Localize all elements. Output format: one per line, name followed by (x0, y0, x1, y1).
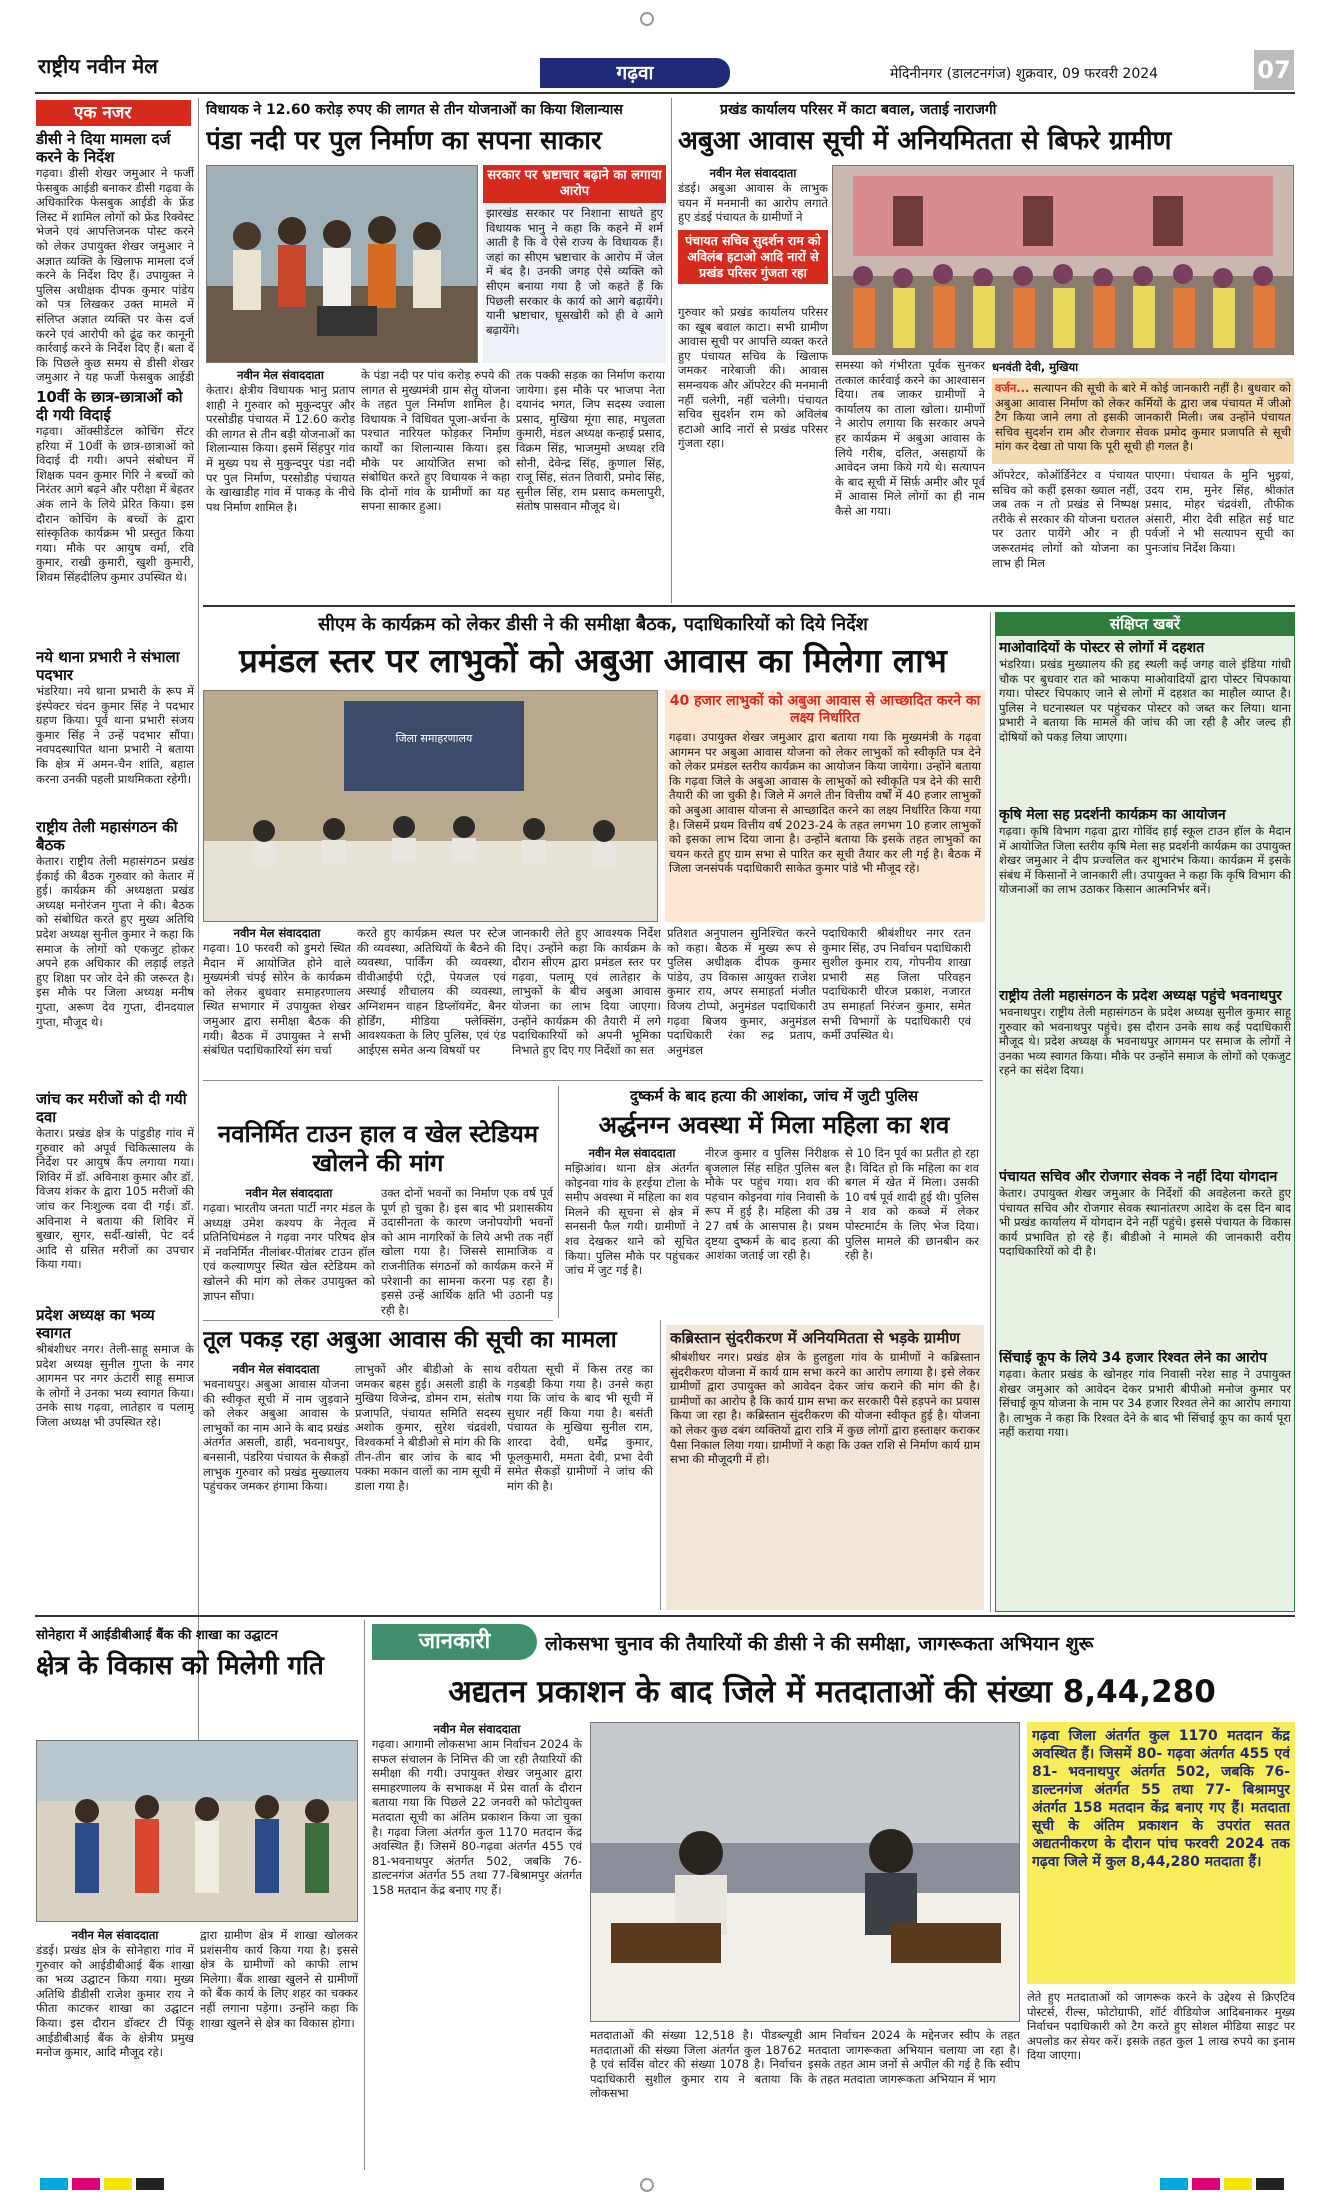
townhall-headline: नवनिर्मित टाउन हाल व खेल स्टेडियम खोलने की मांग (217, 1120, 539, 1177)
abua-photo (832, 165, 1294, 355)
panda-headline: पंडा नदी पर पुल निर्माण का सपना साकार (206, 126, 602, 156)
murder-headline: अर्द्धनग्न अवस्था में मिला महिला का शव (598, 1111, 950, 1139)
brief-4-headline: राष्ट्रीय तेली महासंगठन की बैठक (36, 818, 178, 854)
abua-kicker: प्रखंड कार्यालय परिसर में काटा बवाल, जताई नाराजगी (720, 102, 997, 118)
dateline: मेदिनीनगर (डालटनगंज) शुक्रवार, 09 फरवरी 2024 (890, 66, 1159, 82)
panda-sidebox (483, 165, 666, 363)
brief-2-body: गढ़वा। ऑक्सीडेंटल कोचिंग सेंटर हरिया में 10वीं के छात्र-छात्राओं को विदाई दी गयी। अपने संबोधन में शिक्षक पवन कुमार गिरि ने बच्चों को निरंतर आगे बढ़ने और परीक्षा में बेहतर अंक लाने के लिये प्रेरित किया। इस दौरान कोचिंग के बच्चों के द्वारा सांस्कृतिक कार्यक्रम भी प्रस्तुत किया गया। मौके पर आयुष वर्मा, रवि कुमार, राखी कुमारी, खुशी कुमारी, शिवम सिंहदीलिप कुमार उपस्थित थे। (36, 424, 194, 584)
abualist-byline: नवीन मेल संवाददाता (232, 1362, 320, 1376)
section-banner: गढ़वा (540, 58, 730, 88)
brief-2-headline: 10वीं के छात्र-छात्राओं को दी गयी विदाई (36, 388, 183, 424)
brief-5-body: केतार। प्रखंड क्षेत्र के पांडुडीह गांव में गुरुवार को अपूर्व चिकित्सालय के निर्देश पर आयुष कैंप लगाया गया। शिविर में डॉ. अविनाश कुमार और डॉ. विजय शंकर के द्वारा 105 मरीजों की जांच कर निःशुल्क दवा दी गई। डॉ. अविनाश ने बताया की शिविर में बुखार, सुगर, सर्दी-खांसी, पेट दर्द आदि से ग्रसित मरीजों का उपचार किया गया। (36, 1126, 194, 1272)
pramandal-photo (203, 690, 658, 922)
abua-body-2: गुरुवार को प्रखंड कार्यालय परिसर का खूब बवाल काटा। सभी ग्रामीण आवास सूची पर आपत्ति व्यक्त करते हुए पंचायत सचिव के खिलाफ जमकर नारेबाजी की। आवास समन्वयक और ऑपरेटर की मनमानी नहीं चलेगी, नहीं चलेगी। पंचायत सचिव सुदर्शन राम को अविलंब हटाओ आदि नारों से प्रखंड परिसर गुंजता रहा। (678, 305, 828, 451)
abua-caption: धनवंती देवी, मुखिया (992, 360, 1079, 374)
pramandal-body-5: पदाधिकारी श्रीबंशीधर नगर रतन कुमार सिंह, उप निर्वाचन पदाधिकारी सुशील कुमार राय, गोपनीय शाखा प्रभारी सह जिला परिवहन पदाधिकारी धीरज प्रकाश, नजारत उप समाहर्ता निरंजन कुमार, समेत सभी विभागों के पदाधिकारी एवं कर्मी उपस्थित थे। (822, 926, 971, 1043)
abua-quote-head: वर्जन... (995, 381, 1030, 395)
brief-1-body: गढ़वा। डीसी शेखर जमुआर ने फर्जी फेसबुक आईडी बनाकर डीसी गढ़वा के अधिकारिक फेसबुक आईडी के फ्रेंड लिस्ट में शामिल लोगों को फ्रेंड रिक्वेस्ट भेजने एवं आपत्तिजनक पोस्ट करने को लेकर उपायुक्त शेखर जमुआर ने अज्ञात व्यक्ति के खिलाफ मामला दर्ज करने के निर्देश दिए हैं। उपायुक्त ने पुलिस अधीक्षक दीपक कुमार पांडेय को पत्र लिखकर उक्त मामले में संलिप्त अज्ञात व्यक्ति पर केस दर्ज करने एवं आरोपी को ढूंढ कर कानूनी कार्रवाई करने के निर्देश दिए हैं। बता दें कि पिछले कुछ समय से डीसी शेखर जमुआर ने यह फर्जी फेसबुक आईडी (36, 166, 194, 384)
color-bar-icon (40, 2178, 68, 2190)
brief-3-body: भंडरिया। नये थाना प्रभारी के रूप में इंस्पेक्टर चंदन कुमार सिंह ने पदभार ग्रहण किया। पूर्व थाना प्रभारी संजय कुमार सिंह ने उन्हें पदभार सौंपा। नवपदस्थापित थाना प्रभारी ने बताया कि क्षेत्र में अमन-चैन शांति, बहाल करना उनकी पहली प्राथमिकता रहेगी। (36, 684, 194, 786)
samkshipt-1-headline: माओवादियों के पोस्टर से लोगों में दहशत (999, 640, 1205, 656)
masthead: राष्ट्रीय नवीन मेल (38, 54, 158, 78)
abua-byline: नवीन मेल संवाददाता (709, 166, 797, 180)
samkshipt-2-headline: कृषि मेला सह प्रदर्शनी कार्यक्रम का आयोजन (999, 807, 1226, 823)
jankari-yellow-text: गढ़वा जिला अंतर्गत कुल 1170 मतदान केंद्र अवस्थित हैं। जिसमें 80- गढ़वा अंतर्गत 455 एवं 81- भवनाथपुर अंतर्गत 502, जबकि 76- डाल्टनगंज अंतर्गत 55 तथा 77- बिश्रामपुर अंतर्गत 158 मतदान केंद्र बनाए गए हैं। मतदाता सूची के अंतिम प्रकाशन के उपरांत सतत अद्यतनीकरण के दौरान पांच फरवरी 2024 तक गढ़वा जिले में कुल 8,44,280 मतदाता हैं। (1032, 1728, 1290, 1870)
samkshipt-4-headline: पंचायत सचिव और रोजगार सेवक ने नहीं दिया योगदान (999, 1169, 1278, 1185)
pramandal-kicker: सीएम के कार्यक्रम को लेकर डीसी ने की समीक्षा बैठक, पदाधिकारियों को दिये निर्देश (318, 614, 868, 635)
pramandal-box (665, 690, 985, 922)
abualist-body-2: लाभुकों और बीडीओ के साथ जमकर बहस हुई। असली डाही के मुखिया विजेन्द्र, डोमन राम, संतोष प्रजापति, पंचायत समिति सदस्य अशोक कुमार, सुरेश चंद्रवंशी, विश्वकर्मा ने बीडीओ से मांग की कि तीन-तीन बार जांच के बाद भी पक्का मकान वालों का नाम सूची में डाला गया है। (355, 1362, 501, 1493)
murder-body-3: से 10 दिन पूर्व का प्रतीत हो रहा है। विदित हो कि महिला का शव बगल में खेत में मिला। उसकी 10 वर्ष पूर्व शादी हुई थी। पुलिस ने शव को कब्जे में लेकर पोस्टमार्टम के लिए भेज दिया। पुलिस मामले की छानबीन कर रही है। (845, 1146, 979, 1263)
panda-body-1: केतार। क्षेत्रीय विधायक भानु प्रताप शाही ने गुरुवार को मुकुन्दपुर और परसोडीह पंचायत में 12.60 करोड़ की लागत से तीन बड़ी योजनाओं का शिलान्यास किया। इसमें सिंहपुर गांव में मुख्य पथ से मुकुन्दपुर पंडा नदी पर पुल निर्माण, परसोडीह पंचायत के खाखाडीह गांव में पाकड़ के नीचे पथ निर्माण शामिल है। (206, 383, 355, 514)
pramandal-byline: नवीन मेल संवाददाता (233, 926, 321, 940)
sonhara-headline: क्षेत्र के विकास को मिलेगी गति (36, 1651, 324, 1681)
color-bar-icon (1224, 2178, 1252, 2190)
sonhara-byline: नवीन मेल संवाददाता (71, 1928, 159, 1942)
kabristan-headline: कब्रिस्तान सुंदरीकरण में अनियमितता से भड़के ग्रामीण (670, 1329, 960, 1347)
brief-6-body: श्रीबंशीधर नगर। तेली-साहू समाज के प्रदेश अध्यक्ष सुनील गुप्ता के नगर आगमन पर नगर ऊंटारी साहू समाज के लोगों ने उनका भव्य स्वागत किया। उनके साथ गढ़वा, लातेहार व पलामू जिला अध्यक्ष भी उपस्थित रहे। (36, 1342, 194, 1429)
townhall-byline: नवीन मेल संवाददाता (245, 1186, 333, 1200)
registration-mark-icon (640, 2178, 654, 2192)
color-bar-icon (104, 2178, 132, 2190)
townhall-body-2: उक्त दोनों भवनों का निर्माण एक वर्ष पूर्व पूर्ण हो चुका है। इस बाद भी प्रशासकीय उदासीनता के कारण जनोपयोगी भवनों को आम नागरिकों के लिये अभी तक नहीं खोला गया है। जिससे सामाजिक व राजनीतिक संगठनों को कार्यक्रम करने में परेशानी का सामना करना पड़ रहा है। इससे उन्हें आर्थिक क्षति भी उठानी पड़ रही है। (381, 1186, 553, 1316)
pramandal-body-3: जानकारी लेते हुए आवश्यक निर्देश दिए। उन्होंने कहा कि कार्यक्रम के दौरान सीएम द्वारा प्रमंडल स्तर पर गढ़वा, पलामू एवं लातेहार के लाभुकों के बीच अबुआ आवास योजना का लाभ दिया जाएगा। उन्होंने कार्यक्रम की तैयारी में लगे पदाधिकारियों को अपनी भूमिका निभाते हुए दिए गए निर्देशों का सत (512, 926, 661, 1057)
kabristan-body: श्रीबंशीधर नगर। प्रखंड क्षेत्र के हुलहुला गांव के ग्रामीणों ने कब्रिस्तान सुंदरीकरण योजना में कार्य ग्राम सभा करने का आरोप लगाया है। इसे लेकर ग्रामीणों द्वारा उपायुक्त को आवेदन देकर जांच कराने की मांग की है। ग्रामीणों का आरोप है कि कार्य ग्राम सभा कर सरकारी पैसे हड़पने का प्रयास किया जा रहा है। कब्रिस्तान सुंदरीकरण की योजना स्वीकृत हुई है। योजना को लेकर कुछ दबंग व्यक्तियों द्वारा रात्रि में कुछ लोगों द्वारा हस्ताक्षर कराकर पैसा निकाल लिया गया। ग्रामीणों ने कहा कि उक्त राशि से निर्माण कार्य ग्राम सभा की मौजूदगी में हो। (670, 1350, 980, 1467)
brief-5-headline: जांच कर मरीजों को दी गयी दवा (36, 1090, 187, 1126)
jankari-body-3: आम निर्वाचन 2024 के मद्देनजर स्वीप के तहत मतदाता जागरूकता अभियान चलाया जा रहा है। इसके तहत आम जनों से अपील की गई है कि स्वीप के तहत मतदाता जागरूकता अभियान में भाग (808, 2028, 1020, 2086)
pramandal-headline: प्रमंडल स्तर पर लाभुकों को अबुआ आवास का मिलेगा लाभ (239, 641, 947, 680)
sonhara-photo (36, 1740, 358, 1922)
murder-kicker: दुष्कर्म के बाद हत्या की आशंका, जांच में जुटी पुलिस (629, 1087, 919, 1105)
ek-nazar-label: एक नजर (36, 100, 191, 126)
brief-3-headline: नये थाना प्रभारी ने संभाला पदभार (36, 648, 180, 684)
jankari-label: जानकारी (372, 1624, 537, 1660)
abualist-headline: तूल पकड़ रहा अबुआ आवास की सूची का मामला (203, 1327, 617, 1353)
jankari-kicker: लोकसभा चुनाव की तैयारियों की डीसी ने की समीक्षा, जागरूकता अभियान शुरू (545, 1633, 1094, 1655)
color-bar-icon (1192, 2178, 1220, 2190)
sonhara-kicker: सोनेहारा में आईडीबीआई बैंक की शाखा का उद्घाटन (36, 1628, 278, 1643)
abualist-body-1: भवनाथपुर। अबुआ आवास योजना की स्वीकृत सूची में नाम जुड़वाने को लेकर अबुआ आवास के लाभुकों का नाम आने के बाद प्रखंड अंतर्गत असली, डाही, भवनाथपुर, बनसानी, पंडरिया पंचायत के सैकड़ों लाभुक गुरुवार को प्रखंड मुख्यालय पहुंचकर जमकर हंगामा किया। (203, 1377, 349, 1494)
sonhara-body-1: डंडई। प्रखंड क्षेत्र के सोनेहारा गांव में गुरुवार को आईडीबीआई बैंक शाखा का भव्य उद्घाटन किया गया। मुख्य अतिथि डीडीसी राजेश कुमार राय ने फीता काटकर शाखा का उद्घाटन किया। इस दौरान डॉक्टर टी पिंकू आईडीबीआई बैंक के क्षेत्रीय प्रमुख मनोज कुमार, आदि मौजूद रहे। (36, 1943, 194, 2060)
pramandal-box-body: गढ़वा। उपायुक्त शेखर जमुआर द्वारा बताया गया कि मुख्यमंत्री के गढ़वा आगमन पर अबुआ आवास योजना को लेकर लाभुकों को स्वीकृति पत्र देने को लेकर प्रमंडल स्तरीय कार्यक्रम का आयोजन किया जायेगा। उन्होंने बताया कि गढ़वा जिले के अबुआ आवास के लाभुकों को स्वीकृति पत्र देने की सारी तैयारी की जा चुकी है। जिले में अगले तीन वित्तीय वर्षों में 40 हजार लाभुकों को अबुआ आवास योजना से आच्छादित करने का लक्ष्य निर्धारित किया गया है। जिसमें प्रथम वित्तीय वर्ष 2023-24 के तहत लगभग 10 हजार लाभुकों को इसका लाभ दिया जाना है। उन्होंने बताया कि इसके तहत लाभुकों का चयन करते हुए ग्राम सभा से पारित कर सूची तैयार कर ली गई है। बैठक में जिला जनसंपर्क पदाधिकारी साकेत कुमार पांडे भी मौजूद रहे। (669, 730, 981, 876)
registration-mark-icon (640, 12, 654, 26)
jankari-byline: नवीन मेल संवाददाता (433, 1722, 521, 1736)
panda-kicker: विधायक ने 12.60 करोड़ रुपए की लागत से तीन योजनाओं का किया शिलान्यास (206, 102, 623, 118)
jankari-body-2: मतदाताओं की संख्या 12,518 है। पीडब्ल्यूडी मतदाताओं की संख्या जिला अंतर्गत कुल 18762 है एवं सर्विस वोटर की संख्या 1078 है। निर्वाचन पदाधिकारी सुशील कुमार राय ने बताया कि लोकसभा (590, 2028, 802, 2101)
color-bar-icon (1256, 2178, 1284, 2190)
jankari-headline: अद्यतन प्रकाशन के बाद जिले में मतदाताओं की संख्या 8,44,280 (448, 1674, 1216, 1710)
sonhara-body-2: द्वारा ग्रामीण क्षेत्र में शाखा खोलकर प्रशंसनीय कार्य किया गया है। इससे क्षेत्र के ग्रामीणों को काफी लाभ मिलेगा। बैंक शाखा खुलने से ग्रामीणों को बैंक कार्य के लिए शहर का चक्कर नहीं लगाना पड़ेगा। उन्होंने कहा कि शाखा खुलने से क्षेत्र का विकास होगा। (200, 1928, 358, 2030)
panda-byline: नवीन मेल संवाददाता (237, 368, 324, 382)
abua-body-1: डंडई। अबुआ आवास के लाभुक चयन में मनमानी का आरोप लगाते हुए डंडई पंचायत के ग्रामीणों ने (678, 181, 828, 225)
panda-body-3: तक पक्की सड़क का निर्माण कराया जायेगा। इस मौके पर भाजपा नेता दयानंद भगत, जिप सदस्य ज्वाला प्रसाद, मुखिया मूंगा साह, मधुलता कुमारी, मंडल अध्यक्ष कन्हाई प्रसाद, विक्रम सिंह, भाजमुमो अध्यक्ष रवि सोनी, देवेन्द्र सिंह, कुणाल सिंह, राजू सिंह, संतन तिवारी, प्रमोद सिंह, सुनील सिंह, राम प्रसाद कमलापुरी, संतोष पासवान मौजूद थे। (516, 368, 665, 514)
kabristan-box (666, 1325, 984, 1610)
townhall-body-1: गढ़वा। भारतीय जनता पार्टी नगर मंडल के अध्यक्ष उमेश कश्यप के नेतृत्व में प्रतिनिधिमंडल ने गढ़वा नगर परिषद क्षेत्र में नवनिर्मित नीलांबर-पीतांबर टाउन हॉल एवं कल्याणपुर स्थित खेल स्टेडियम को खोलने की मांग को लेकर उपायुक्त को ज्ञापन सौंपा। (203, 1201, 375, 1303)
abua-quote-box (992, 378, 1294, 464)
brief-4-body: केतार। राष्ट्रीय तेली महासंगठन प्रखंड ईकाई की बैठक गुरुवार को केतार में हुई। कार्यक्रम की अध्यक्षता प्रखंड अध्यक्ष मनोरंजन गुप्ता ने की। बैठक को संबोधित करते हुए मुख्य अतिथि प्रदेश अध्यक्ष सुनील कुमार ने कहा कि समाज के लोगों को एकजुट होकर अपने हक अधिकार की लड़ाई लड़ते हुए शिक्षा पर जोर देने की जरूरत है। इस मौके पर जिला अध्यक्ष मनीष गुप्ता, अरूण देव गुप्ता, दीनदयाल गुप्ता, मौजूद थे। (36, 854, 194, 1029)
samkshipt-3-body: भवनाथपुर। राष्ट्रीय तेली महासंगठन के प्रदेश अध्यक्ष सुनील कुमार साहू गुरुवार को भवनाथपुर पहुंचे। इस दौरान उनके साथ कई पदाधिकारी मौजूद थे। प्रदेश अध्यक्ष के भवनाथपुर आगमन पर समाज के लोगों ने उनका भव्य स्वागत किया। मौके पर उन्होंने समाज के लोगों को एकजुट रहने का संदेश दिया। (999, 1005, 1291, 1078)
jankari-yellow-box (1027, 1722, 1295, 1984)
murder-body-1: मझिआंव। थाना क्षेत्र अंतर्गत कोइनवा गांव के हरईया टोला के समीप अवस्था में महिला का शव मिलने की सूचना से क्षेत्र में सनसनी फैल गयी। ग्रामीणों ने शव देखकर थाने को सूचित किया। पुलिस मौके पर पहुंचकर जांच में जुट गई है। (565, 1161, 699, 1278)
panda-sidebox-body: झारखंड सरकार पर निशाना साधते हुए विधायक भानु ने कहा कि कहने में शर्म आती है कि वे ऐसे राज्य के विधायक हैं। जहां का सीएम भ्रष्टाचार के आरोप में जेल में बंद है। उनकी जगह ऐसे व्यक्ति को सीएम बनाया गया है जो कहते हैं कि पिछली सरकार के कार्य को आगे बढ़ायेंगे। यानी भ्रष्टाचार, घूसखोरी को ही वे आगे बढ़ायेंगे। (486, 206, 663, 337)
abua-quote-body: सत्यापन की सूची के बारे में कोई जानकारी नहीं है। बुधवार को अबुआ आवास निर्माण को लेकर कर्मियों के द्वारा जब पंचायत में जीओ टैग किया जाने लगा तो इसकी जानकारी मिली। जब उन्होंने पंचायत सचिव सुदर्शन राम और रोजगार सेवक प्रमोद कुमार प्रजापति से सूची मांग कर देखा तो पाया कि पूरी सूची ही गलत है। (995, 381, 1291, 454)
color-bar-icon (136, 2178, 164, 2190)
pramandal-body-2: करते हुए कार्यक्रम स्थल पर स्टेज की व्यवस्था, अतिथियों के बैठने की व्यवस्था, पार्किंग की व्यवस्था, वीवीआईपी एंट्री, पेयजल एवं अस्थाई शौचालय की व्यवस्था, अग्निशमन वाहन डिप्लॉयमेंट, बैनर होर्डिंग, मीडिया फ्लेक्सिंग, आवश्यकता के लिए पुलिस, एवं एंड आईएस समेत अन्य विषयों पर (357, 926, 506, 1057)
abua-callout: पंचायत सचिव सुदर्शन राम को अविलंब हटाओ आदि नारों से प्रखंड परिसर गुंजता रहा (678, 230, 828, 284)
abua-body-3: समस्या को गंभीरता पूर्वक सुनकर तत्काल कार्रवाई करने का आश्वासन दिया। तब जाकर ग्रामीणों ने कार्यालय का ताला खोला। ग्रामीणों ने आरोप लगाया कि सरकार अपने हर कार्यक्रम में अबुआ आवास के लिये गरीब, दलित, असहायों के आवेदन जमा किये गये थे। सत्यापन के बाद सूची में सिर्फ़ अमीर और पूर्व में आवास मिले लोगों का ही नाम कैसे आ गया। (835, 358, 985, 518)
panda-photo (206, 165, 478, 363)
jankari-body-1: गढ़वा। आगामी लोकसभा आम निर्वाचन 2024 के सफल संचालन के निमित्त की जा रही तैयारियों की समीक्षा की गयी। उपायुक्त शेखर जमुआर द्वारा समाहरणालय के सभाकक्ष में प्रेस वार्ता के दौरान बताया गया कि पिछले 22 जनवरी को फोटोयुक्त मतदाता सूची का अंतिम प्रकाशन किया जा चुका है। गढ़वा जिला अंतर्गत कुल 1170 मतदान केंद्र अवस्थित हैं। जिसमें 80-गढ़वा अंतर्गत 455 एवं 81-भवनाथपुर अंतर्गत 502, जबकि 76-डाल्टनगंज अंतर्गत 55 तथा 77-बिश्रामपुर अंतर्गत 158 मतदान केंद्र बनाए गए हैं। (372, 1737, 582, 1897)
abualist-body-3: वरीयता सूची में किस तरह का गड़बड़ी किया गया है। उनसे कहा गया कि जांच के बाद भी सूची में सुधार नहीं किया गया है। बसंती पंचायत के मुखिया सुनील राम, शारदा देवी, धर्मेंद्र कुमार, फूलकुमारी, ममता देवी, प्रभा देवी समेत सैकड़ों ग्रामीणों ने जांच की मांग की है। (507, 1362, 653, 1493)
brief-1-headline: डीसी ने दिया मामला दर्ज करने के निर्देश (36, 130, 171, 166)
abua-body-4: ऑपरेटर, कोऑर्डिनेटर व पंचायत सचिव को कहीं इसका ख्याल नहीं, जब तक न तो प्रखंड से निष्पक्ष तरीके से सरकार की योजना धरातल पर उतार पायेंगे और न ही जरूरतमंद लोगों को योजना का लाभ ही मिल (992, 468, 1139, 570)
murder-byline: नवीन मेल संवाददाता (588, 1146, 676, 1160)
samkshipt-2-body: गढ़वा। कृषि विभाग गढ़वा द्वारा गोविंद हाई स्कूल टाउन हॉल के मैदान में आयोजित जिला स्तरीय कृषि मेला सह प्रदर्शनी कार्यक्रम का उपायुक्त शेखर जमुआर ने दीप प्रज्वलित कर शुभारंभ किया। कार्यक्रम में इसके संबंध में किसानों ने जानकारी ली। उपायुक्त ने कहा कि कृषि विभाग की योजनाओं का लाभ उठाकर किसान आत्मनिर्भर बनें। (999, 824, 1291, 897)
panda-sidebox-head: सरकार पर भ्रष्टाचार बढ़ाने का लगाया आरोप (483, 165, 666, 203)
samkshipt-3-headline: राष्ट्रीय तेली महासंगठन के प्रदेश अध्यक्ष पहुंचे भवनाथपुर (999, 988, 1282, 1004)
abua-body-5: पाएगा। पंचायत के मुनि भुइयां, उदय राम, मुनेर सिंह, श्रीकांत प्रसाद, मोहर चंद्रवंशी, तौफीक अंसारी, मीरा देवी सहित सई घाट पर्वजों ने भी सत्यापन सूची का पुनःजांच निर्देश किया। (1145, 468, 1294, 555)
pramandal-body-1: गढ़वा। 10 फरवरी को डुमरो स्थित मैदान में आयोजित होने वाले मुख्यमंत्री चंपई सोरेन के कार्यक्रम को लेकर बुधवार समाहरणालय स्थित सभागार में उपायुक्त शेखर जमुआर द्वारा समीक्षा बैठक की गयी। बैठक में उपायुक्त ने सभी संबंधित पदाधिकारियों संग चर्चा (203, 941, 351, 1058)
pramandal-photo-label: जिला समाहरणालय (395, 732, 473, 745)
pramandal-body-4: प्रतिशत अनुपालन सुनिश्चित करने को कहा। बैठक में मुख्य रूप से पुलिस अधीक्षक दीपक कुमार पांडेय, उप विकास आयुक्त राजेश कुमार राय, अपर समाहर्ता मंजीत विजय टोप्पो, अनुमंडल पदाधिकारी गढ़वा बिजय कुमार, अनुमंडल पदाधिकारी रंका रुद्र प्रताप, अनुमंडल (667, 926, 816, 1057)
abua-headline: अबुआ आवास सूची में अनियमितता से बिफरे ग्रामीण (678, 126, 1172, 156)
samkshipt-4-body: केतार। उपायुक्त शेखर जमुआर के निर्देशों की अवहेलना करते हुए पंचायत सचिव और रोजगार सेवक स्थानांतरण आदेश के दस दिन बाद भी प्रखंड कार्यालय में योगदान देने नहीं पहुंचे। इससे पंचायत के विकास कार्य प्रभावित हो रहे हैं। बीडीओ ने मामले की जानकारी वरीय पदाधिकारियों को दी है। (999, 1186, 1291, 1259)
samkshipt-header: संक्षिप्त खबरें (995, 612, 1295, 636)
jankari-photo (590, 1722, 1020, 2022)
page-number: 07 (1254, 50, 1294, 90)
jankari-body-4: लेते हुए मतदाताओं को जागरूक करने के उद्देश्य से क्रिएटिव पोस्टर्स, रील्स, फोटोग्राफी, शॉर्ट वीडियोज आदिबनाकर मुख्य निर्वाचन पदाधिकारी को टैग करते हुए सोशल मीडिया साइट पर अपलोड कर सेयर करें। इसके तहत कुल 1 लाख रुपये का इनाम दिया जाएगा। (1027, 1990, 1295, 2063)
color-bar-icon (1160, 2178, 1188, 2190)
color-bar-icon (72, 2178, 100, 2190)
samkshipt-1-body: भंडरिया। प्रखंड मुख्यालय की हद्द स्थली कई जगह वाले इंडिया गांधी चौक पर बुधवार रात को भाकपा माओवादियों द्वारा पोस्टर चिपकाया गया। पोस्टर चिपकाए जाने से लोगों में दहशत का माहौल व्याप्त है। पुलिस ने घटनास्थल पर पहुंचकर पोस्टर को जब्त कर लिया। थाना प्रभारी ने बताया कि मामले की जांच की जा रही है और जल्द ही दोषियों को पकड़ लिया जाएगा। (999, 657, 1291, 744)
pramandal-box-head: 40 हजार लाभुकों को अबुआ आवास से आच्छादित करने का लक्ष्य निर्धारित (665, 690, 985, 730)
samkshipt-5-body: गढ़वा। केतार प्रखंड के खोनहर गांव निवासी नरेश साह ने उपायुक्त शेखर जमुआर को आवेदन देकर प्रभारी बीपीओ मनोज कुमार पर सिंचाई कूप योजना के नाम पर 34 हजार रिश्वत लेने का आरोप लगाया है। लाभुक ने कहा कि रिश्वत देने के बाद भी सिंचाई कूप का कार्य पूरा नहीं कराया गया। (999, 1367, 1291, 1440)
samkshipt-5-headline: सिंचाई कूप के लिये 34 हजार रिश्वत लेने का आरोप (999, 1350, 1268, 1366)
brief-6-headline: प्रदेश अध्यक्ष का भव्य स्वागत (36, 1306, 155, 1342)
murder-body-2: नीरज कुमार व पुलिस निरीक्षक बृजलाल सिंह सहित पुलिस बल मौके पर पहुंच गया। शव की पहचान कोइनवा गांव निवासी के रूप में हुई है। महिला की उम्र 27 वर्ष के आसपास है। प्रथम दृष्टया दुष्कर्म के बाद हत्या की आशंका जताई जा रही है। (705, 1146, 839, 1263)
panda-body-2: के पंडा नदी पर पांच करोड़ रुपये की लागत से मुख्यमंत्री ग्राम सेतु योजना के तहत पुल निर्माण शामिल है। विधायक ने विधिवत पूजा-अर्चना के पश्चात नारियल फोड़कर निर्माण कार्यों का शिलान्यास किया। इस मौके पर आयोजित सभा को संबोधित करते हुए विधायक ने कहा कि दोनों गांव के ग्रामीणों का यह सपना साकार हुआ। (361, 368, 510, 514)
